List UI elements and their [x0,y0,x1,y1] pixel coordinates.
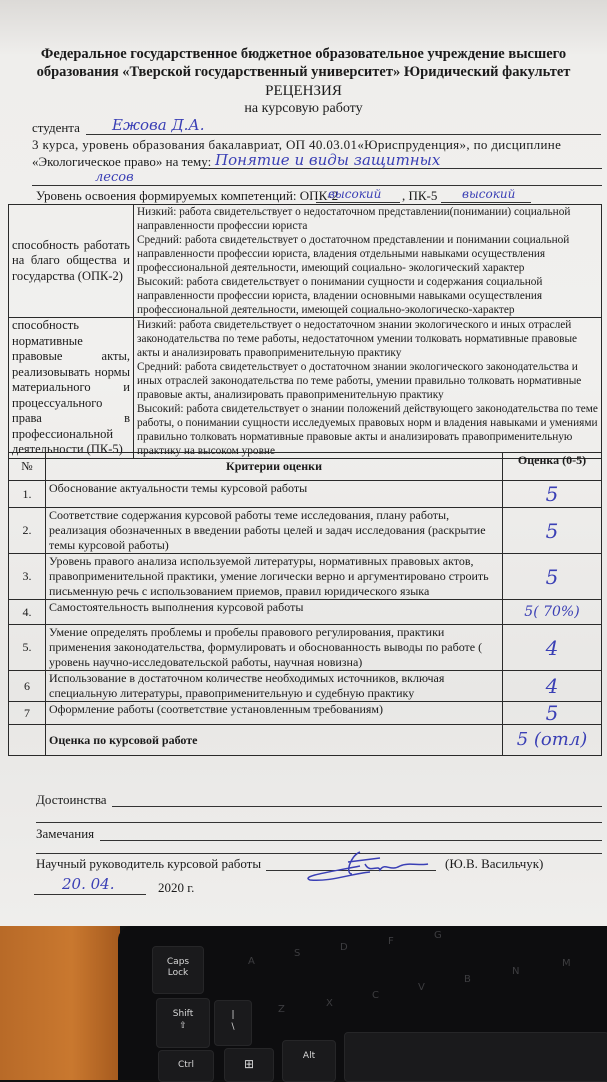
topic-handwritten-1: Понятие и виды защитных [215,151,441,169]
col-num-header: № [9,453,46,481]
merits-underline [112,806,602,807]
date-underline [34,894,146,895]
supervisor-label: Научный руководитель курсовой работы [36,856,262,871]
discipline-line: «Экологическое право» на тему: [32,154,212,169]
opk2-underline [316,202,400,203]
date-handwritten: 20. 04. [62,875,115,893]
opk2-level: высокий [328,187,382,201]
merits-label: Достоинства [36,792,107,807]
pk5-level: высокий [462,187,516,201]
criteria-grade: 5 [503,508,602,554]
key-legend: M [562,958,571,969]
backslash-key [214,1000,252,1046]
key-legend: S [294,948,301,959]
competency-levels [134,205,602,318]
criteria-num: 2. [9,508,46,554]
level-medium: Средний: работа свидетельствует о достаточном знании экологического законодательства и иных отраслей законодательства по теме работы, умении правильно толковать нормативные правовые акты, анализировать правоприменительную практику [137,361,582,401]
criteria-text: Умение определять проблемы и пробелы правового регулирования, практики применения законодательства, формулировать и обоснованность выводы по работе ( уровень научно-исследовательской работы, научная новизна) [46,625,503,671]
remarks-label: Замечания [36,826,95,841]
criteria-text: Самостоятельность выполнения курсовой работы [46,600,503,625]
criteria-num: 7 [9,702,46,725]
date-year: 2020 г. [158,880,195,895]
criteria-num: 6 [9,671,46,702]
criteria-text: Соответствие содержания курсовой работы теме исследования, плану работы, реализация обозначенных в введении работы целей и задач исследования (раскрытие темы курсовой работы) [46,508,503,554]
keyboard [118,926,607,1080]
caps-lock-key [152,946,204,994]
caps-lock-label: Caps Lock [166,957,190,978]
level-high: Высокий: работа свидетельствует о знании положений действующего законодательства по теме работы, о понимании сущности исследуемых правовых норм и владения навыками и умениями правильно толковать нормативные правовые акты и анализировать правоприменительную практику на высоком уровне [137,403,598,457]
shift-arrow-icon: ⇧ [179,1021,187,1031]
key-legend: V [418,982,425,993]
windows-logo-icon: ⊞ [243,1057,255,1071]
topic-underline-2 [32,185,602,186]
competency-levels [134,318,602,459]
criteria-text: Обоснование актуальности темы курсовой работы [46,481,503,508]
criteria-row [9,508,602,554]
document-subtitle: на курсовую работу [244,101,363,116]
supervisor-name: (Ю.В. Васильчук) [445,856,544,871]
competency-row [9,205,602,318]
key-legend: Z [278,1004,285,1015]
level-medium: Средний: работа свидетельствует о достаточном представлении и понимании социальной направленности профессии юриста, владения отдельными навыками осуществления профессиональной деятельности, имеющий социально- экологический характер [137,234,570,274]
criteria-num: 5. [9,625,46,671]
criteria-row [9,671,602,702]
criteria-grade: 5 [503,481,602,508]
key-legend: F [388,936,394,947]
criteria-header-row [9,453,602,481]
windows-key [224,1048,274,1082]
total-num-empty [9,725,46,756]
key-legend: C [372,990,379,1001]
criteria-row [9,600,602,625]
criteria-grade: 5 [503,702,602,725]
supervisor-signature [290,848,430,884]
shift-label: Shift [172,1009,194,1019]
space-key [344,1032,607,1082]
document-title: РЕЦЕНЗИЯ [265,83,342,99]
criteria-num: 1. [9,481,46,508]
competency-row [9,318,602,459]
competencies-table [8,204,602,459]
level-high: Высокий: работа свидетельствует о понимании сущности и содержания социальной направленности профессии юриста, владении основными навыками осуществления профессиональной деятельности, имеющей социально-экологическо-характер [137,276,543,316]
criteria-num: 4. [9,600,46,625]
total-row [9,725,602,756]
criteria-row [9,481,602,508]
criteria-grade: 5( 70%) [503,600,602,625]
merits-underline-2 [36,822,602,823]
criteria-grade: 4 [503,625,602,671]
remarks-underline [100,840,602,841]
wooden-desk [0,926,120,1080]
criteria-row [9,554,602,600]
ctrl-key [158,1050,214,1082]
total-label: Оценка по курсовой работе [46,725,503,756]
col-criteria-header: Критерии оценки [46,453,503,481]
criteria-grade: 5 [503,554,602,600]
alt-key [282,1040,336,1082]
header-line-1: Федеральное государственное бюджетное образовательное учреждение высшего [40,46,567,62]
pk5-underline [441,202,531,203]
criteria-row [9,625,602,671]
shift-key [156,998,210,1048]
criteria-row [9,702,602,725]
key-legend: A [248,956,255,967]
header-line-2: образования «Тверской государственный университет» Юридический факультет [36,64,571,80]
criteria-table [8,452,602,756]
criteria-text: Оформление работы (соответствие установленным требованиям) [46,702,503,725]
competence-label: Уровень освоения формируемых компетенций: ОПК-2 [36,188,339,203]
key-legend: D [340,942,348,953]
total-grade: 5 (отл) [503,725,602,756]
student-label: студента [32,120,80,135]
alt-label: Alt [302,1051,316,1061]
student-name: Ежова Д.А. [112,116,205,134]
criteria-grade: 4 [503,671,602,702]
key-legend: G [434,930,442,941]
competency-name: способность нормативные правовые акты, реализовывать нормы материального и процессуального права в профессиональной деятельности (ПК-5) [9,318,134,459]
pk5-label: , ПК-5 [402,188,438,203]
topic-handwritten-2: лесов [95,170,134,185]
backslash-glyph: | \ [231,1010,235,1032]
criteria-num: 3. [9,554,46,600]
competency-name: способность работать на благо общества и государства (ОПК-2) [9,205,134,318]
key-legend: X [326,998,333,1009]
course-line: 3 курса, уровень образования бакалавриат, ОП 40.03.01«Юриспруденция», по дисциплине [32,137,562,152]
key-legend: B [464,974,471,985]
level-low: Низкий: работа свидетельствует о недостаточном представлении(понимании) социальной направленности профессии юриста [137,206,571,232]
key-legend: N [512,966,520,977]
col-grade-header: Оценка (0-5) [503,453,602,481]
criteria-text: Уровень правого анализа используемой литературы, нормативных правовых актов, правоприменительной практики, умение логически верно и аргументировано строить письменную речь с использованием приемов, правил юридического языка [46,554,503,600]
student-underline [86,134,601,135]
level-low: Низкий: работа свидетельствует о недостаточном знании экологического и иных отраслей законодательства по теме работы, недостаточном умении толковать нормативные правовые акты и анализировать правоприменительную практику [137,319,578,359]
criteria-text: Использование в достаточном количестве необходимых источников, включая специальную литературы, правоприменительную и судебную практику [46,671,503,702]
ctrl-label: Ctrl [177,1060,194,1070]
